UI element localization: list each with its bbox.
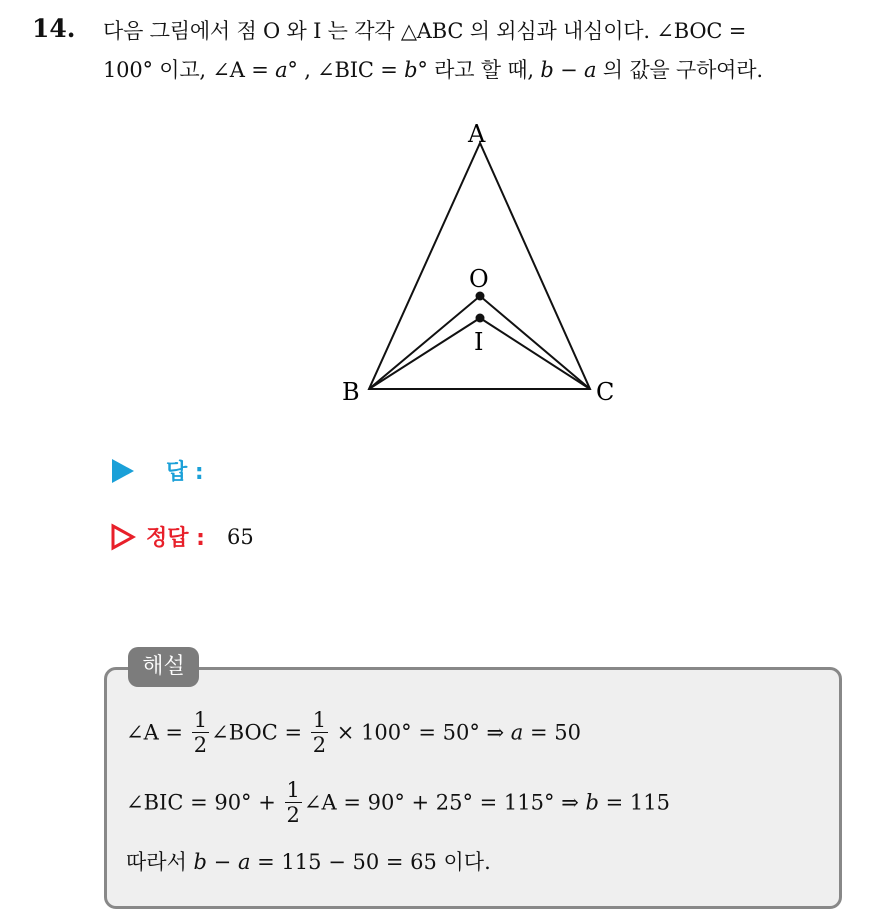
q2-part-a: 100° 이고, ∠A = xyxy=(103,58,276,82)
s1-part-a: ∠A = xyxy=(126,720,190,745)
s2-var-b: b xyxy=(585,790,599,815)
label-b: B xyxy=(342,378,360,406)
frac-den: 2 xyxy=(286,803,300,827)
q2-minus: − xyxy=(553,58,584,82)
correct-answer-row xyxy=(110,521,254,552)
frac-den: 2 xyxy=(193,733,208,757)
fraction-half xyxy=(285,778,302,827)
question-text-line2 xyxy=(103,54,763,84)
s3-minus: − xyxy=(207,850,238,874)
correct-answer-value: 65 xyxy=(226,524,254,549)
question-number: 14. xyxy=(32,14,76,43)
q2-part-b: ° , ∠BIC = xyxy=(287,58,405,82)
s1-part-b: ∠BOC = xyxy=(211,720,309,745)
fraction-half xyxy=(192,708,209,757)
s3-var-a: a xyxy=(237,850,251,874)
solution-line2 xyxy=(126,778,670,827)
triangle-figure xyxy=(330,110,640,410)
solution-line3 xyxy=(126,846,491,876)
var-b: b xyxy=(404,58,418,82)
fraction-half xyxy=(311,708,328,757)
frac-den: 2 xyxy=(312,733,327,757)
s1-var-a: a xyxy=(510,720,524,745)
s1-part-c: × 100° = 50° ⇒ xyxy=(330,720,511,745)
q2-part-c: ° 라고 할 때, xyxy=(417,58,541,82)
label-o: O xyxy=(469,265,489,293)
s2-part-c: = 115 xyxy=(598,790,670,815)
s3-var-b: b xyxy=(193,850,207,874)
frac-num: 1 xyxy=(286,778,300,802)
s1-part-d: = 50 xyxy=(523,720,581,745)
s2-part-a: ∠BIC = 90° + xyxy=(126,790,283,815)
label-i: I xyxy=(474,328,484,356)
label-c: C xyxy=(596,378,615,406)
play-triangle-icon xyxy=(110,457,136,485)
s3-part-b: = 115 − 50 = 65 이다. xyxy=(250,850,491,874)
answer-label: 답 : xyxy=(166,460,204,485)
var-a: a xyxy=(275,58,288,82)
q2-part-d: 의 값을 구하여라. xyxy=(596,58,763,82)
frac-num: 1 xyxy=(193,708,208,732)
var-a2: a xyxy=(583,58,597,82)
point-i xyxy=(476,314,485,323)
s3-part-a: 따라서 xyxy=(126,850,194,874)
correct-answer-label: 정답 : xyxy=(146,526,205,551)
question-text-line1: 다음 그림에서 점 O 와 I 는 각각 △ABC 의 외심과 내심이다. ∠BOC = xyxy=(103,19,747,43)
outline-triangle-icon xyxy=(110,523,136,551)
var-b2: b xyxy=(540,58,554,82)
solution-tag: 해설 xyxy=(128,647,199,687)
solution-line1 xyxy=(126,708,581,757)
answer-row xyxy=(110,455,204,486)
label-a: A xyxy=(468,120,486,148)
s2-part-b: ∠A = 90° + 25° = 115° ⇒ xyxy=(303,790,586,815)
frac-num: 1 xyxy=(312,708,327,732)
